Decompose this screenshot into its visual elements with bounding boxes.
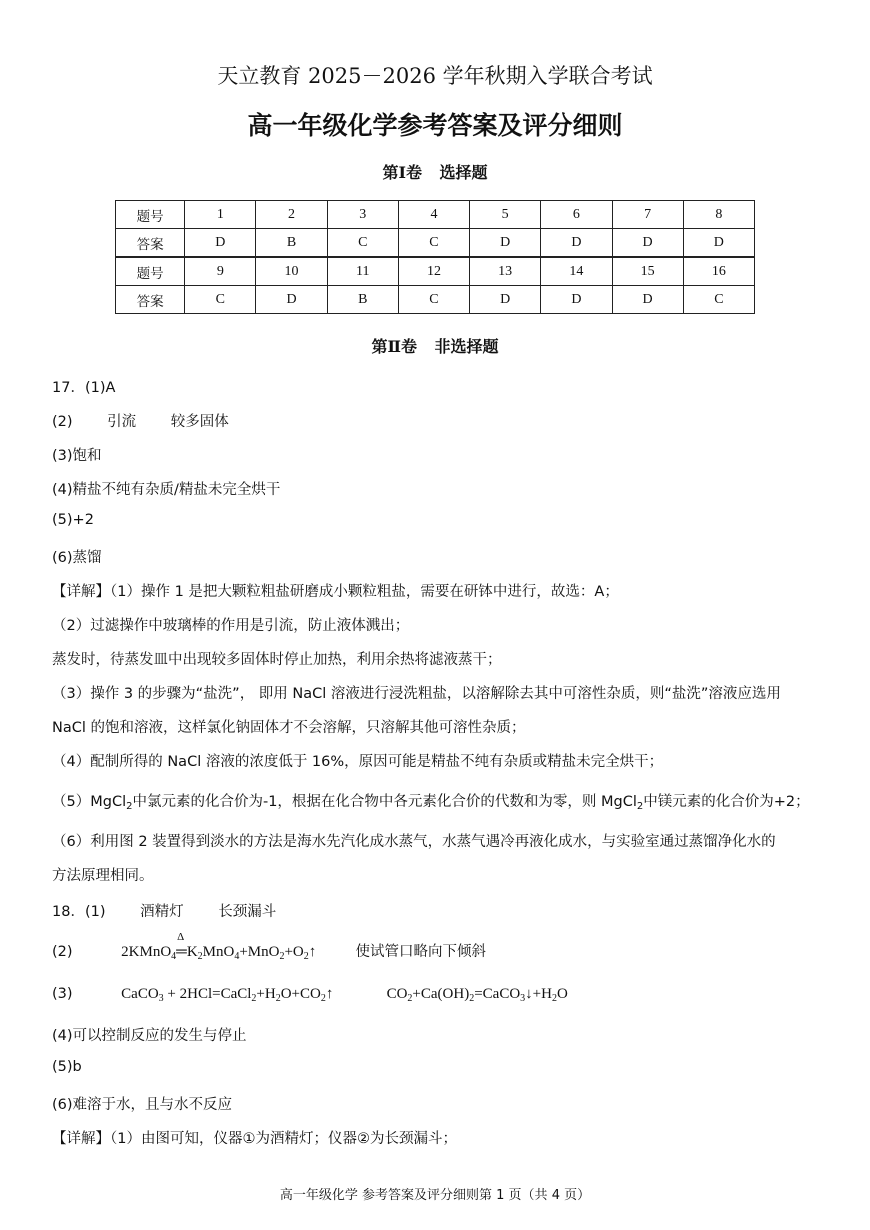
question-number: 12 (398, 257, 469, 286)
section-1-part: 第Ⅰ卷 (382, 163, 422, 182)
answer-cell: D (612, 286, 683, 314)
question-number: 11 (327, 257, 398, 286)
eq-text: +MnO (239, 944, 280, 960)
subscript: 2 (126, 801, 133, 812)
eq-text: +O (284, 944, 304, 960)
eq-text: K (186, 944, 198, 960)
q17-detail-7 (52, 790, 810, 811)
question-number-row-1 (116, 201, 755, 229)
question-number: 5 (470, 201, 541, 229)
page-footer: 高一年级化学 参考答案及评分细则第 1 页（共 4 页） (279, 1188, 591, 1203)
exam-title: 天立教育 2025－2026 学年秋期入学联合考试 (217, 64, 653, 88)
q17-answer-3: (3)饱和 (52, 448, 102, 464)
row-label-question: 题号 (116, 257, 185, 286)
eq-text: =CaCO (474, 986, 521, 1002)
q18-answer-1-num: 18．(1) (52, 904, 106, 920)
q17-answer-4: (4)精盐不纯有杂质/精盐未完全烘干 (52, 482, 281, 498)
gas-arrow-icon: ↑ (325, 986, 334, 1002)
row-label-answer: 答案 (116, 229, 185, 258)
answer-table (115, 200, 755, 314)
q17-detail-6: （4）配制所得的 NaCl 溶液的浓度低于 16%，原因可能是精盐不纯有杂质或精盐未完全烘干； (52, 754, 664, 770)
q17-answer-6: (6)蒸馏 (52, 550, 102, 566)
subscript: 4 (234, 951, 240, 962)
question-number: 13 (470, 257, 541, 286)
q18-answer-2-num: (2) (52, 944, 73, 960)
answer-cell: B (327, 286, 398, 314)
eq-text: O (556, 986, 568, 1002)
q17-answer-2 (52, 410, 229, 431)
answer-cell: B (256, 229, 327, 258)
q17-answer-1: 17．(1)A (52, 380, 116, 396)
document-title: 高一年级化学参考答案及评分细则 (247, 111, 623, 140)
q18-answer-4: (4)可以控制反应的发生与停止 (52, 1028, 247, 1044)
question-number: 1 (185, 201, 256, 229)
q18-answer-6: (6)难溶于水，且与水不反应 (52, 1097, 233, 1113)
eq-text: CaCO (121, 986, 159, 1002)
delta-symbol: Δ (177, 931, 185, 943)
q17-detail-7-c: 中镁元素的化合价为+2； (643, 794, 810, 810)
question-number: 7 (612, 201, 683, 229)
q17-detail-1: 【详解】（1）操作 1 是把大颗粒粗盐研磨成小颗粒粗盐，需要在研钵中进行，故选：A； (52, 584, 619, 600)
q18-answer-2-note: 使试管口略向下倾斜 (355, 944, 486, 960)
q18-answer-1 (52, 900, 276, 921)
section-1-name: 选择题 (439, 163, 488, 182)
subscript: 3 (520, 993, 526, 1004)
potassium-permanganate-equation (121, 931, 317, 962)
eq-text: O+CO (280, 986, 321, 1002)
q18-answer-1-a: 酒精灯 (140, 904, 184, 920)
q18-answer-1-b: 长颈漏斗 (218, 904, 277, 920)
q17-detail-7-b: 中氯元素的化合价为-1，根据在化合物中各元素化合价的代数和为零，则 MgCl (132, 794, 637, 810)
question-number: 2 (256, 201, 327, 229)
subscript: 2 (320, 993, 326, 1004)
eq-text: +Ca(OH) (412, 986, 470, 1002)
q17-answer-2-b: 较多固体 (170, 414, 229, 430)
subscript: 2 (251, 993, 257, 1004)
subscript: 2 (303, 951, 309, 962)
question-number: 16 (683, 257, 754, 286)
answer-cell: D (683, 229, 754, 258)
section-1-heading (0, 160, 870, 183)
subscript: 2 (279, 951, 285, 962)
question-number: 10 (256, 257, 327, 286)
question-number: 6 (541, 201, 612, 229)
eq-text: MnO (202, 944, 235, 960)
q18-answer-2 (52, 931, 486, 962)
q18-detail-1: 【详解】（1）由图可知，仪器①为酒精灯；仪器②为长颈漏斗； (52, 1131, 457, 1147)
answer-cell: C (398, 286, 469, 314)
section-2-part: 第Ⅱ卷 (371, 337, 417, 356)
heating-condition: Δ ═ (176, 931, 187, 960)
eq-text: + 2HCl=CaCl (163, 986, 252, 1002)
q17-detail-3: 蒸发时，待蒸发皿中出现较多固体时停止加热，利用余热将滤液蒸干； (52, 652, 502, 668)
gas-arrow-icon: ↑ (308, 944, 317, 960)
q17-detail-5: NaCl 的饱和溶液，这样氯化钠固体才不会溶解，只溶解其他可溶性杂质； (52, 720, 526, 736)
row-label-question: 题号 (116, 201, 185, 229)
question-number: 9 (185, 257, 256, 286)
answer-cell: D (256, 286, 327, 314)
q17-answer-2-num: (2) (52, 414, 73, 430)
answer-cell: D (470, 286, 541, 314)
eq-text: +H (256, 986, 276, 1002)
answer-cell: C (327, 229, 398, 258)
q17-detail-9: 方法原理相同。 (52, 868, 154, 884)
row-label-answer: 答案 (116, 286, 185, 314)
question-number: 4 (398, 201, 469, 229)
answer-row-1 (116, 229, 755, 258)
subscript: 4 (171, 951, 177, 962)
eq-text: 2KMnO (121, 944, 172, 960)
q18-answer-3 (52, 986, 568, 1003)
q17-detail-4: （3）操作 3 的步骤为“盐洗”， 即用 NaCl 溶液进行浸洗粗盐，以溶解除去其中可溶性杂质，则“盐洗”溶液应选用 (52, 686, 781, 702)
subscript: 2 (551, 993, 557, 1004)
q17-answer-5: (5)+2 (52, 512, 94, 528)
question-number: 14 (541, 257, 612, 286)
q17-detail-7-a: （5）MgCl (52, 794, 127, 810)
answer-cell: D (541, 286, 612, 314)
subscript: 2 (636, 801, 644, 812)
answer-cell: D (541, 229, 612, 258)
answer-cell: D (185, 229, 256, 258)
calcium-carbonate-equation (121, 986, 333, 1002)
eq-text: CO (386, 986, 408, 1002)
section-2-name: 非选择题 (434, 337, 499, 356)
q18-answer-3-num: (3) (52, 986, 73, 1002)
answer-cell: D (470, 229, 541, 258)
q18-answer-5: (5)b (52, 1059, 82, 1075)
answer-row-2 (116, 286, 755, 314)
question-number-row-2 (116, 257, 755, 286)
answer-cell: C (185, 286, 256, 314)
subscript: 2 (197, 951, 203, 962)
q17-answer-2-a: 引流 (107, 414, 137, 430)
subscript: 3 (158, 993, 164, 1004)
q17-detail-8: （6）利用图 2 装置得到淡水的方法是海水先汽化成水蒸气，水蒸气遇冷再液化成水，与实验室通过蒸馏净化水的 (52, 834, 776, 850)
answer-cell: C (683, 286, 754, 314)
eq-text: +H (532, 986, 552, 1002)
question-number: 3 (327, 201, 398, 229)
precipitate-arrow-icon: ↓ (525, 986, 533, 1002)
limewater-equation (387, 986, 568, 1002)
question-number: 8 (683, 201, 754, 229)
subscript: 2 (469, 993, 475, 1004)
q17-detail-2: （2）过滤操作中玻璃棒的作用是引流，防止液体溅出； (52, 618, 410, 634)
section-2-heading (0, 334, 870, 357)
subscript: 2 (407, 993, 413, 1004)
question-number: 15 (612, 257, 683, 286)
answer-cell: D (612, 229, 683, 258)
answer-cell: C (398, 229, 469, 258)
subscript: 2 (275, 993, 281, 1004)
